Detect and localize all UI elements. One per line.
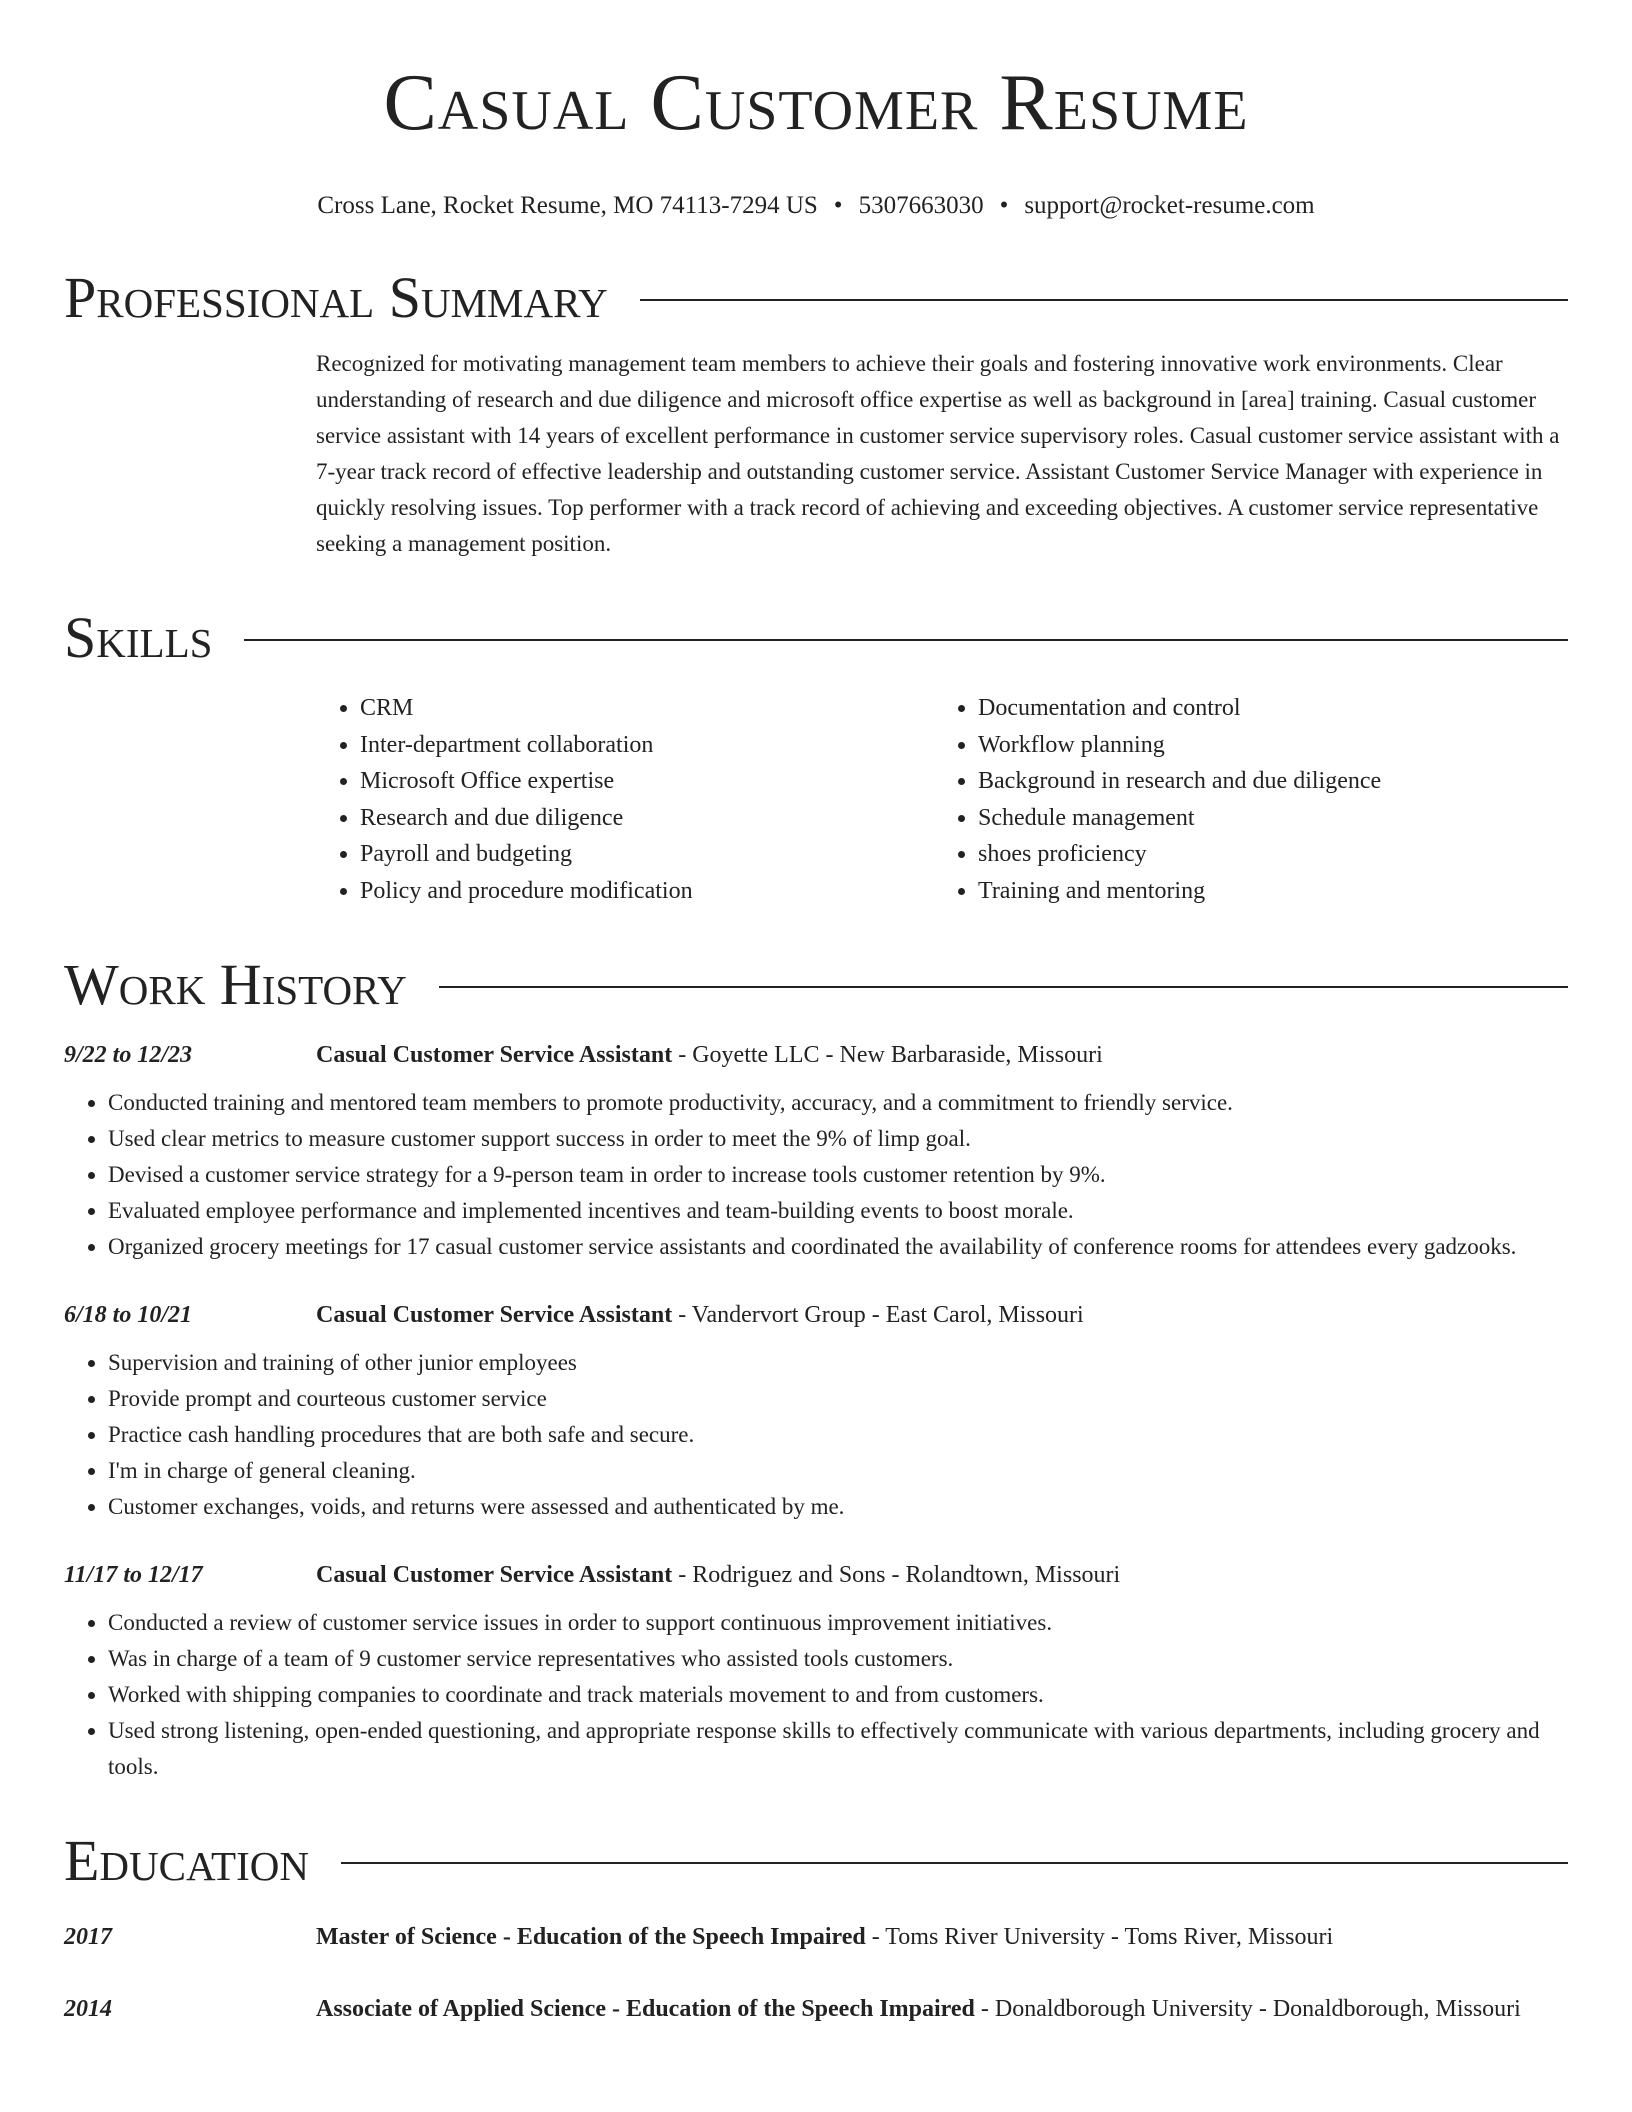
contact-line bbox=[64, 190, 1568, 222]
contact-separator: • bbox=[999, 192, 1009, 219]
job-bullet: • Was in charge of a team of 9 customer service representatives who assisted tools customers. bbox=[108, 1641, 1568, 1677]
education-year: 2014 bbox=[64, 1996, 112, 2022]
summary-text: Recognized for motivating management team members to achieve their goals and fostering innovative work environments. Clear understanding of research and due diligence and microsoft office expertise as well as background in [area] training. Casual customer service assistant with 14 years of excellent performance in customer service supervisory roles. Casual customer service assistant with a 7-year track record of effective leadership and outstanding customer service. Assistant Customer Service Manager with experience in quickly resolving issues. Top performer with a track record of achieving and exceeding objectives. A customer service representative seeking a management position. bbox=[316, 351, 1560, 556]
job-dates: 11/17 to 12/17 bbox=[64, 1562, 203, 1588]
summary-title: Professional Summary bbox=[64, 265, 608, 330]
skills-list bbox=[316, 690, 1568, 909]
job-bullet: • Used clear metrics to measure customer support success in order to meet the 9% of limp goal. bbox=[108, 1121, 1568, 1157]
job-header bbox=[64, 1297, 1568, 1333]
skill-item: • Inter-department collaboration bbox=[360, 727, 934, 764]
job-bullet: • Worked with shipping companies to coordinate and track materials movement to and from customers. bbox=[108, 1677, 1568, 1713]
job-details: - Goyette LLC - New Barbaraside, Missouri bbox=[672, 1042, 1103, 1068]
contact-separator: • bbox=[833, 192, 843, 219]
skill-item: • Documentation and control bbox=[978, 690, 1568, 727]
skill-item: • Background in research and due diligence bbox=[978, 763, 1568, 800]
education-degree: Master of Science - Education of the Speech Impaired bbox=[316, 1924, 866, 1950]
education-details: - Toms River University - Toms River, Missouri bbox=[865, 1924, 1334, 1950]
job-dates: 9/22 to 12/23 bbox=[64, 1042, 193, 1068]
work-title: Work History bbox=[64, 952, 407, 1017]
job-bullet: • I'm in charge of general cleaning. bbox=[108, 1453, 1568, 1489]
education-degree: Associate of Applied Science - Education of the Speech Impaired bbox=[316, 1996, 975, 2022]
education-entry bbox=[64, 1991, 1568, 2027]
job-bullet: • Conducted training and mentored team members to promote productivity, accuracy, and a commitment to friendly service. bbox=[108, 1085, 1568, 1121]
education-details: - Donaldborough University - Donaldborough, Missouri bbox=[974, 1996, 1521, 2022]
skills-column-left bbox=[316, 690, 934, 909]
section-divider bbox=[341, 1862, 1568, 1864]
job-bullet: • Devised a customer service strategy for a 9-person team in order to increase tools customer retention by 9%. bbox=[108, 1157, 1568, 1193]
education-entry bbox=[64, 1919, 1568, 1955]
section-divider bbox=[244, 639, 1568, 641]
job-bullet: • Provide prompt and courteous customer service bbox=[108, 1381, 1568, 1417]
job-bullet: • Conducted a review of customer service issues in order to support continuous improvement initiatives. bbox=[108, 1605, 1568, 1641]
job-bullet: • Customer exchanges, voids, and returns were assessed and authenticated by me. bbox=[108, 1489, 1568, 1525]
job-bullet: • Organized grocery meetings for 17 casual customer service assistants and coordinated the availability of conference rooms for attendees every gadzooks. bbox=[108, 1229, 1568, 1265]
job-role: Casual Customer Service Assistant bbox=[316, 1302, 673, 1328]
skill-item: • CRM bbox=[360, 690, 934, 727]
skill-item: • shoes proficiency bbox=[978, 836, 1568, 873]
contact-address: Cross Lane, Rocket Resume, MO 74113-7294 US bbox=[317, 192, 818, 219]
skill-item: • Workflow planning bbox=[978, 727, 1568, 764]
job-details: - Vandervort Group - East Carol, Missouri bbox=[672, 1302, 1084, 1328]
job-bullets bbox=[64, 1605, 1568, 1785]
job-details: - Rodriguez and Sons - Rolandtown, Missouri bbox=[672, 1562, 1121, 1588]
skill-item: • Microsoft Office expertise bbox=[360, 763, 934, 800]
summary-section-heading bbox=[64, 265, 1568, 330]
skills-title: Skills bbox=[64, 605, 213, 670]
job-bullets bbox=[64, 1345, 1568, 1525]
job-role: Casual Customer Service Assistant bbox=[316, 1562, 673, 1588]
skill-item: • Research and due diligence bbox=[360, 800, 934, 837]
education-section-heading bbox=[64, 1828, 1568, 1893]
skills-section-heading bbox=[64, 605, 1568, 670]
skill-item: • Policy and procedure modification bbox=[360, 873, 934, 910]
job-header bbox=[64, 1037, 1568, 1073]
job-entry bbox=[64, 1037, 1568, 1265]
skills-column-right bbox=[934, 690, 1568, 909]
contact-email: support@rocket-resume.com bbox=[1024, 192, 1315, 219]
resume-name: Casual Customer Resume bbox=[383, 59, 1249, 147]
education-title: Education bbox=[64, 1828, 309, 1893]
skill-item: • Training and mentoring bbox=[978, 873, 1568, 910]
contact-phone: 5307663030 bbox=[858, 192, 984, 219]
job-bullet: • Evaluated employee performance and implemented incentives and team-building events to boost morale. bbox=[108, 1193, 1568, 1229]
job-bullet: • Used strong listening, open-ended questioning, and appropriate response skills to effectively communicate with various departments, including grocery and tools. bbox=[108, 1713, 1568, 1785]
section-divider bbox=[640, 299, 1568, 301]
job-bullet: • Supervision and training of other junior employees bbox=[108, 1345, 1568, 1381]
job-header bbox=[64, 1557, 1568, 1593]
skill-item: • Payroll and budgeting bbox=[360, 836, 934, 873]
job-bullet: • Practice cash handling procedures that are both safe and secure. bbox=[108, 1417, 1568, 1453]
education-year: 2017 bbox=[64, 1924, 112, 1950]
section-divider bbox=[439, 986, 1568, 988]
skill-item: • Schedule management bbox=[978, 800, 1568, 837]
work-section-heading bbox=[64, 952, 1568, 1017]
job-bullets bbox=[64, 1085, 1568, 1265]
job-dates: 6/18 to 10/21 bbox=[64, 1302, 193, 1328]
job-role: Casual Customer Service Assistant bbox=[316, 1042, 673, 1068]
job-entry bbox=[64, 1297, 1568, 1525]
job-entry bbox=[64, 1557, 1568, 1785]
